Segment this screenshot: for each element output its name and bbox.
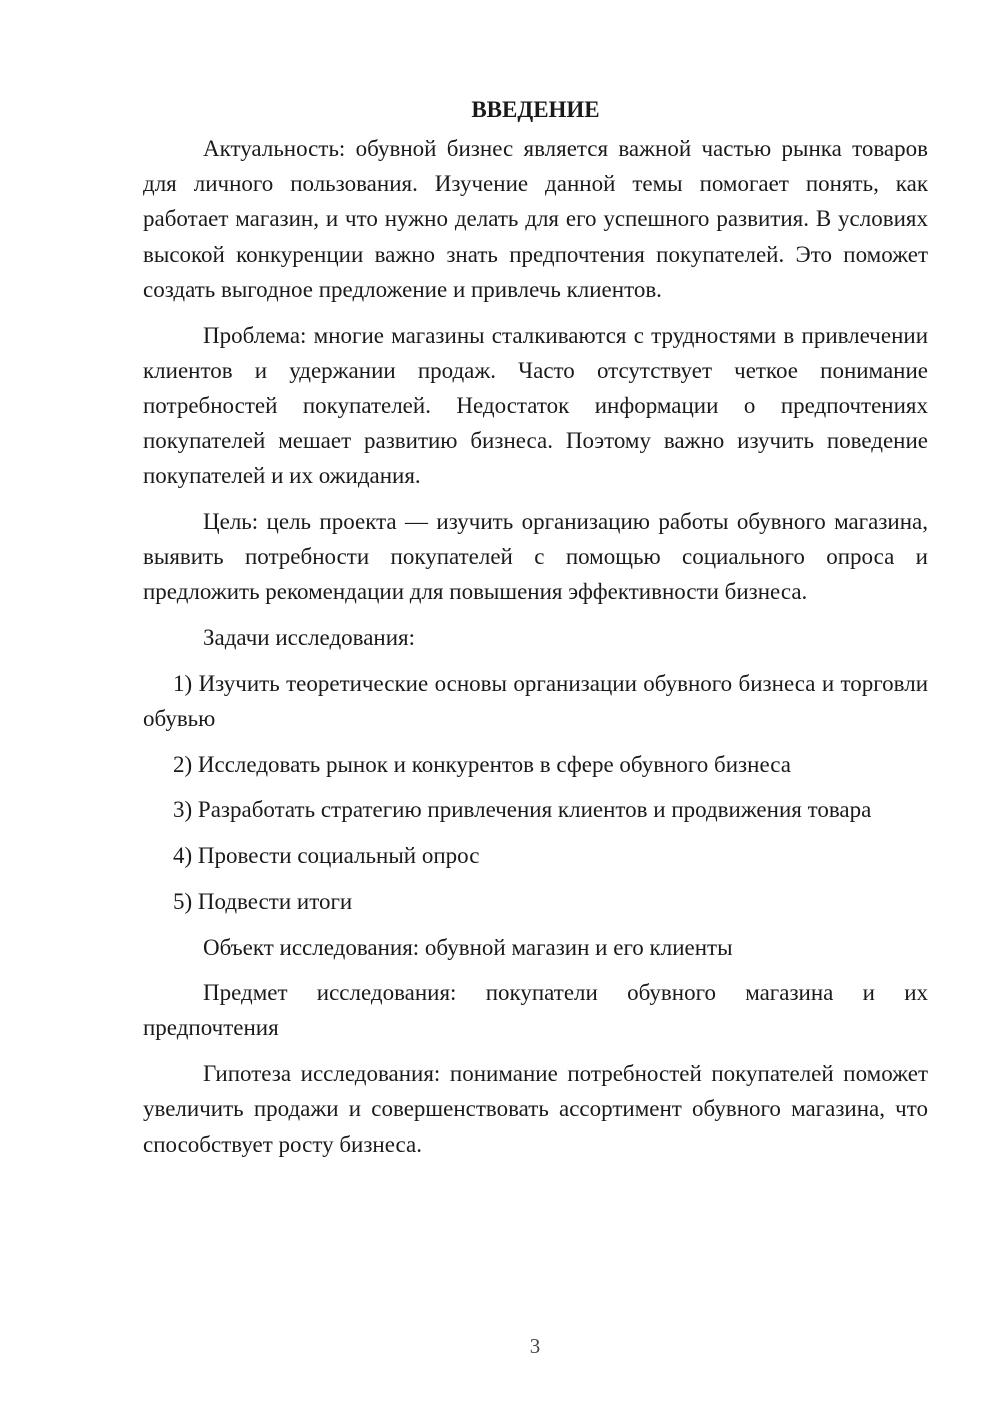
paragraph-goal: Цель: цель проекта — изучить организацию работы обувного магазина, выявить потребности покупателей с помощью социального опроса и предложить рекомендации для повышения эффективности бизнеса. bbox=[143, 509, 928, 605]
paragraph-hypothesis: Гипотеза исследования: понимание потребностей покупателей поможет увеличить продажи и совершенствовать ассортимент обувного магазина, что способствует росту бизнеса. bbox=[143, 1061, 928, 1157]
paragraph-subject: Предмет исследования: покупатели обувного магазина и их предпочтения bbox=[143, 980, 928, 1041]
paragraph-object: Объект исследования: обувной магазин и его клиенты bbox=[203, 934, 733, 960]
list-item: 1) Изучить теоретические основы организации обувного бизнеса и торговли обувью bbox=[143, 670, 928, 732]
list-item: 5) Подвести итоги bbox=[173, 888, 353, 914]
paragraph-problem: Проблема: многие магазины сталкиваются с трудностями в привлечении клиентов и удержании продаж. Часто отсутствует четкое понимание потребностей покупателей. Недостаток информации о предпочтениях покупателей мешает развитию бизнеса. Поэтому важно изучить поведение покупателей и их ожидания. bbox=[143, 322, 928, 489]
paragraph-tasks-heading: Задачи исследования: bbox=[203, 625, 416, 651]
list-item: 3) Разработать стратегию привлечения клиентов и продвижения товара bbox=[173, 797, 872, 823]
paragraph-relevance: Актуальность: обувной бизнес является важной частью рынка товаров для личного пользования. Изучение данной темы помогает понять, как работает магазин, и что нужно делать для его успешного развития. В условиях высокой конкуренции важно знать предпочтения покупателей. Это поможет создать выгодное предложение и привлечь клиентов. bbox=[143, 136, 928, 302]
page-number: 3 bbox=[529, 1334, 541, 1358]
section-title: ВВЕДЕНИЕ bbox=[471, 97, 600, 122]
list-item: 2) Исследовать рынок и конкурентов в сфере обувного бизнеса bbox=[173, 751, 791, 777]
tasks-list bbox=[143, 666, 928, 919]
document-page bbox=[143, 92, 928, 1172]
list-item: 4) Провести социальный опрос bbox=[173, 843, 480, 869]
